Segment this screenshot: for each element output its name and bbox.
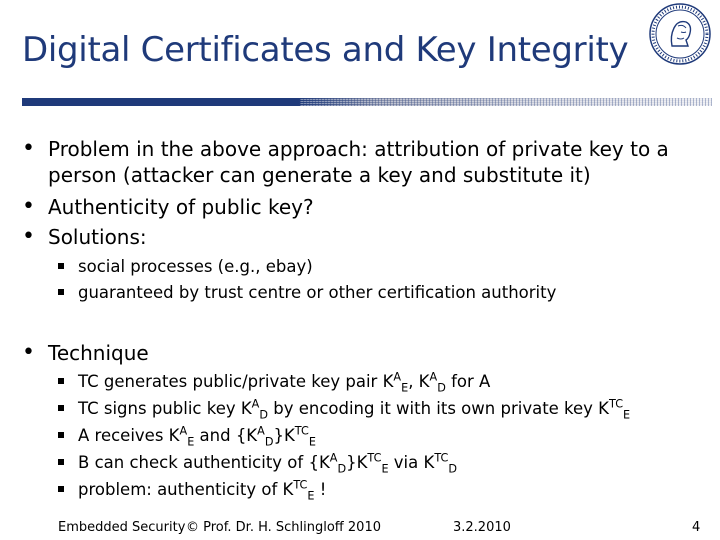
subscript: E (401, 381, 409, 395)
item-text: by encoding it with its own private key K (268, 399, 610, 418)
bullet-technique (22, 340, 149, 366)
subscript: D (259, 408, 268, 422)
item-text: problem: authenticity of K (78, 480, 294, 499)
item-text: , K (408, 372, 430, 391)
item-text: }K (273, 426, 295, 445)
university-seal-icon (648, 2, 712, 66)
superscript: TC (294, 424, 309, 438)
square-bullet-icon (58, 378, 64, 384)
superscript: A (179, 424, 188, 438)
bullet-problem-cont (48, 162, 591, 188)
item-text: }K (346, 453, 368, 472)
bullet-solutions (22, 224, 147, 250)
footer-course: Embedded Security (58, 520, 186, 535)
square-bullet-icon (58, 289, 64, 295)
bullet-dot-icon: • (22, 340, 35, 365)
solution-text: social processes (e.g., ebay) (78, 257, 313, 276)
item-text: TC generates public/private key pair K (78, 372, 394, 391)
bullet-text: Technique (48, 341, 149, 365)
subscript: D (448, 462, 457, 476)
slide-title: Digital Certificates and Key Integrity (22, 30, 629, 70)
technique-item (78, 398, 630, 420)
solution-item (78, 256, 313, 278)
bullet-dot-icon: • (22, 224, 35, 249)
subscript: E (187, 435, 195, 449)
superscript: TC (434, 451, 449, 465)
subscript: E (623, 408, 631, 422)
technique-item (78, 479, 326, 501)
page-number: 4 (692, 520, 701, 535)
superscript: A (429, 370, 438, 384)
bullet-dot-icon: • (22, 194, 35, 219)
bullet-problem (22, 136, 669, 162)
superscript: A (257, 424, 265, 438)
square-bullet-icon (58, 459, 64, 465)
bullet-dot-icon: • (22, 136, 35, 161)
item-text: TC signs public key K (78, 399, 252, 418)
item-text: B can check authenticity of {K (78, 453, 330, 472)
bullet-text: Solutions: (48, 225, 147, 249)
subscript: E (381, 462, 389, 476)
footer-date: 3.2.2010 (453, 520, 511, 535)
subscript: D (337, 462, 347, 476)
item-text: via K (388, 453, 435, 472)
technique-item (78, 452, 457, 474)
item-text: ! (314, 480, 327, 499)
superscript: A (329, 451, 338, 465)
solution-item (78, 282, 556, 304)
square-bullet-icon (58, 486, 64, 492)
superscript: A (251, 397, 260, 411)
subscript: E (308, 435, 316, 449)
square-bullet-icon (58, 263, 64, 269)
subscript: E (307, 489, 315, 503)
solution-text: guaranteed by trust centre or other certification authority (78, 283, 557, 302)
superscript: TC (367, 451, 382, 465)
bullet-text: person (attacker can generate a key and substitute it) (48, 163, 591, 187)
technique-item (78, 425, 316, 447)
title-rule-texture (300, 98, 712, 106)
technique-item (78, 371, 490, 393)
item-text: A receives K (78, 426, 180, 445)
superscript: TC (609, 397, 624, 411)
bullet-text: Problem in the above approach: attribution of private key to a (48, 137, 669, 161)
item-text: for A (445, 372, 491, 391)
square-bullet-icon (58, 432, 64, 438)
superscript: TC (293, 478, 308, 492)
superscript: A (393, 370, 402, 384)
square-bullet-icon (58, 405, 64, 411)
footer-author: © Prof. Dr. H. Schlingloff 2010 (186, 520, 381, 535)
subscript: D (437, 381, 446, 395)
subscript: D (264, 435, 274, 449)
item-text: and {K (194, 426, 258, 445)
bullet-text: Authenticity of public key? (48, 195, 314, 219)
bullet-authenticity (22, 194, 314, 220)
